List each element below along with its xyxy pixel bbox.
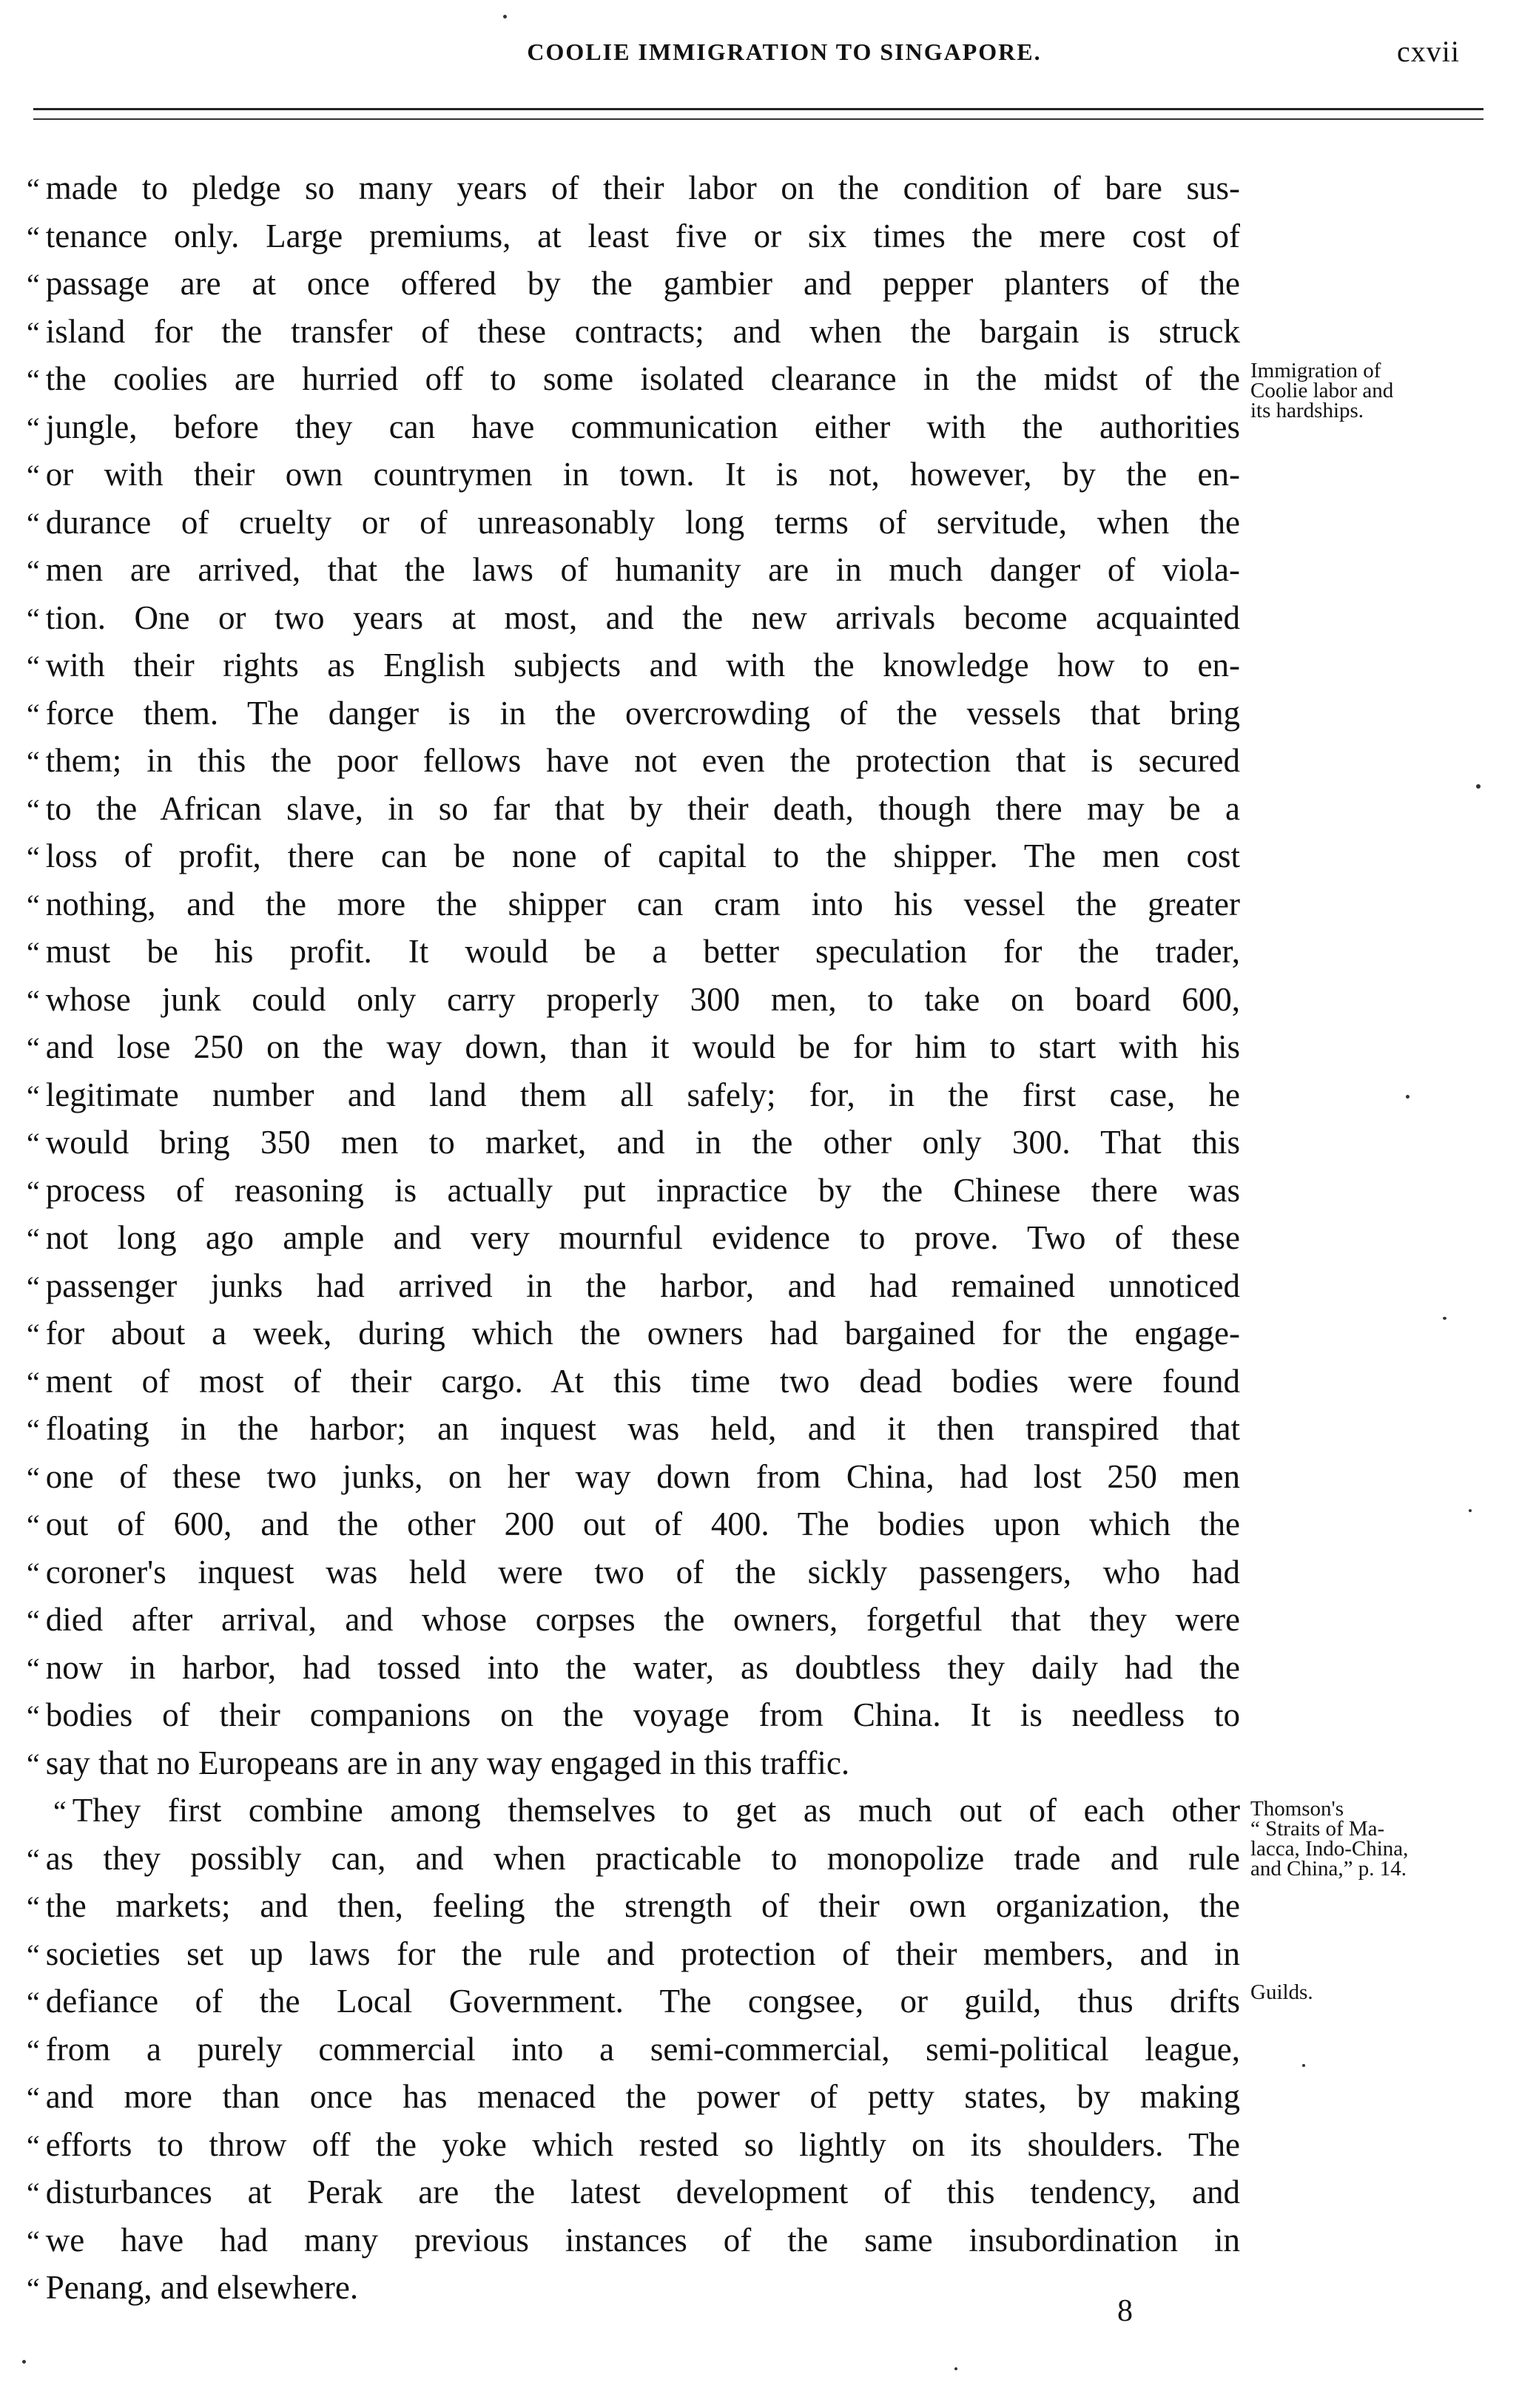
scan-speck (22, 2360, 26, 2364)
text-line: “ to the African slave, in so far that by their death, though there may be a (27, 789, 1240, 827)
scan-speck (1302, 2064, 1305, 2067)
scan-speck (1476, 784, 1481, 789)
header-rule (33, 108, 1483, 110)
text-line: “ died after arrival, and whose corpses the owners, forgetful that they were (27, 1601, 1240, 1638)
header-rule-secondary (33, 118, 1483, 120)
scan-speck (1469, 1509, 1472, 1512)
text-line: “ process of reasoning is actually put inpractice by the Chinese there was (27, 1171, 1240, 1209)
text-line: “ men are arrived, that the laws of humanity are in much danger of viola- (27, 551, 1240, 588)
text-line: “ as they possibly can, and when practicable to monopolize trade and rule (27, 1839, 1240, 1877)
text-line: “ efforts to throw off the yoke which rested so lightly on its shoulders. The (27, 2125, 1240, 2163)
text-line: “ for about a week, during which the owners had bargained for the engage- (27, 1315, 1240, 1352)
text-line: “ force them. The danger is in the overcrowding of the vessels that bring (27, 694, 1240, 732)
sidenote-line: Coolie labor and (1250, 379, 1394, 402)
text-line: “ and lose 250 on the way down, than it would be for him to start with his (27, 1028, 1240, 1065)
text-line: “ with their rights as English subjects and with the knowledge how to en- (27, 647, 1240, 684)
text-line: “ loss of profit, there can be none of capital to the shipper. The men cost (27, 837, 1240, 874)
text-line: “ one of these two junks, on her way down from China, had lost 250 men (27, 1457, 1240, 1495)
scan-speck (503, 15, 507, 18)
text-line: “ ment of most of their cargo. At this time two dead bodies were found (27, 1362, 1240, 1400)
text-line: “ we have had many previous instances of the same insubordination in (27, 2221, 1240, 2259)
sidenote-line: Guilds. (1250, 1980, 1313, 2004)
text-line: “ Penang, and elsewhere. (27, 2269, 359, 2306)
text-line: “ island for the transfer of these contracts; and when the bargain is struck (27, 312, 1240, 350)
text-line: “ passenger junks had arrived in the harbor, and had remained unnoticed (27, 1267, 1240, 1304)
text-line: “ the coolies are hurried off to some isolated clearance in the midst of the (27, 360, 1240, 397)
text-line: “ coroner's inquest was held were two of the sickly passengers, who had (27, 1553, 1240, 1591)
signature-mark: 8 (1117, 2294, 1133, 2328)
running-header: COOLIE IMMIGRATION TO SINGAPORE. (527, 38, 1042, 65)
text-line: “ made to pledge so many years of their labor on the condition of bare sus- (27, 169, 1240, 206)
text-line: “ must be his profit. It would be a better speculation for the trader, (27, 933, 1240, 970)
scan-speck (1406, 1095, 1409, 1099)
sidenote-thomson (1250, 1799, 1408, 1879)
sidenote-guilds (1250, 1980, 1313, 2004)
text-line: “ the markets; and then, feeling the strength of their own organization, the (27, 1887, 1240, 1924)
text-line: “ durance of cruelty or of unreasonably long terms of servitude, when the (27, 503, 1240, 541)
text-line: “ floating in the harbor; an inquest was held, and it then transpired that (27, 1410, 1240, 1447)
text-line: “ nothing, and the more the shipper can cram into his vessel the greater (27, 885, 1240, 923)
sidenote-line: its hardships. (1250, 399, 1364, 422)
text-line: “ from a purely commercial into a semi-commercial, semi-political league, (27, 2030, 1240, 2068)
scan-speck (954, 2367, 957, 2370)
text-line: “ They first combine among themselves to get as much out of each other (53, 1792, 1240, 1829)
text-line: “ defiance of the Local Government. The congsee, or guild, thus drifts (27, 1983, 1240, 2020)
text-line: “ now in harbor, had tossed into the water, as doubtless they daily had the (27, 1648, 1240, 1686)
body-text (27, 164, 1240, 2312)
sidenote-line: Immigration of (1250, 359, 1381, 382)
text-line: “ say that no Europeans are in any way engaged in this traffic. (27, 1744, 850, 1781)
text-line: “ legitimate number and land them all safely; for, in the first case, he (27, 1076, 1240, 1113)
text-line: “ tion. One or two years at most, and the new arrivals become acquainted (27, 598, 1240, 636)
text-line: “ would bring 350 men to market, and in the other only 300. That this (27, 1124, 1240, 1161)
text-line: “ out of 600, and the other 200 out of 400. The bodies upon which the (27, 1505, 1240, 1542)
sidenote-immigration (1250, 361, 1393, 421)
page-folio: cxvii (1397, 35, 1460, 68)
sidenote-line: “ Straits of Ma- (1250, 1817, 1385, 1841)
text-line: “ them; in this the poor fellows have not even the protection that is secured (27, 742, 1240, 779)
scan-speck (1443, 1317, 1446, 1320)
text-line: “ societies set up laws for the rule and protection of their members, and in (27, 1935, 1240, 1972)
text-line: “ tenance only. Large premiums, at least five or six times the mere cost of (27, 217, 1240, 254)
sidenote-line: Thomson's (1250, 1797, 1344, 1821)
text-line: “ not long ago ample and very mournful evidence to prove. Two of these (27, 1219, 1240, 1256)
text-line: “ disturbances at Perak are the latest development of this tendency, and (27, 2173, 1240, 2210)
text-line: “ jungle, before they can have communication either with the authorities (27, 408, 1240, 445)
text-line: “ whose junk could only carry properly 300 men, to take on board 600, (27, 980, 1240, 1018)
sidenote-line: and China,” p. 14. (1250, 1857, 1407, 1881)
text-line: “ or with their own countrymen in town. It is not, however, by the en- (27, 456, 1240, 493)
text-line: “ and more than once has menaced the power of petty states, by making (27, 2078, 1240, 2115)
text-line: “ passage are at once offered by the gambier and pepper planters of the (27, 265, 1240, 302)
text-line: “ bodies of their companions on the voyage from China. It is needless to (27, 1696, 1240, 1733)
sidenote-line: lacca, Indo-China, (1250, 1837, 1409, 1861)
